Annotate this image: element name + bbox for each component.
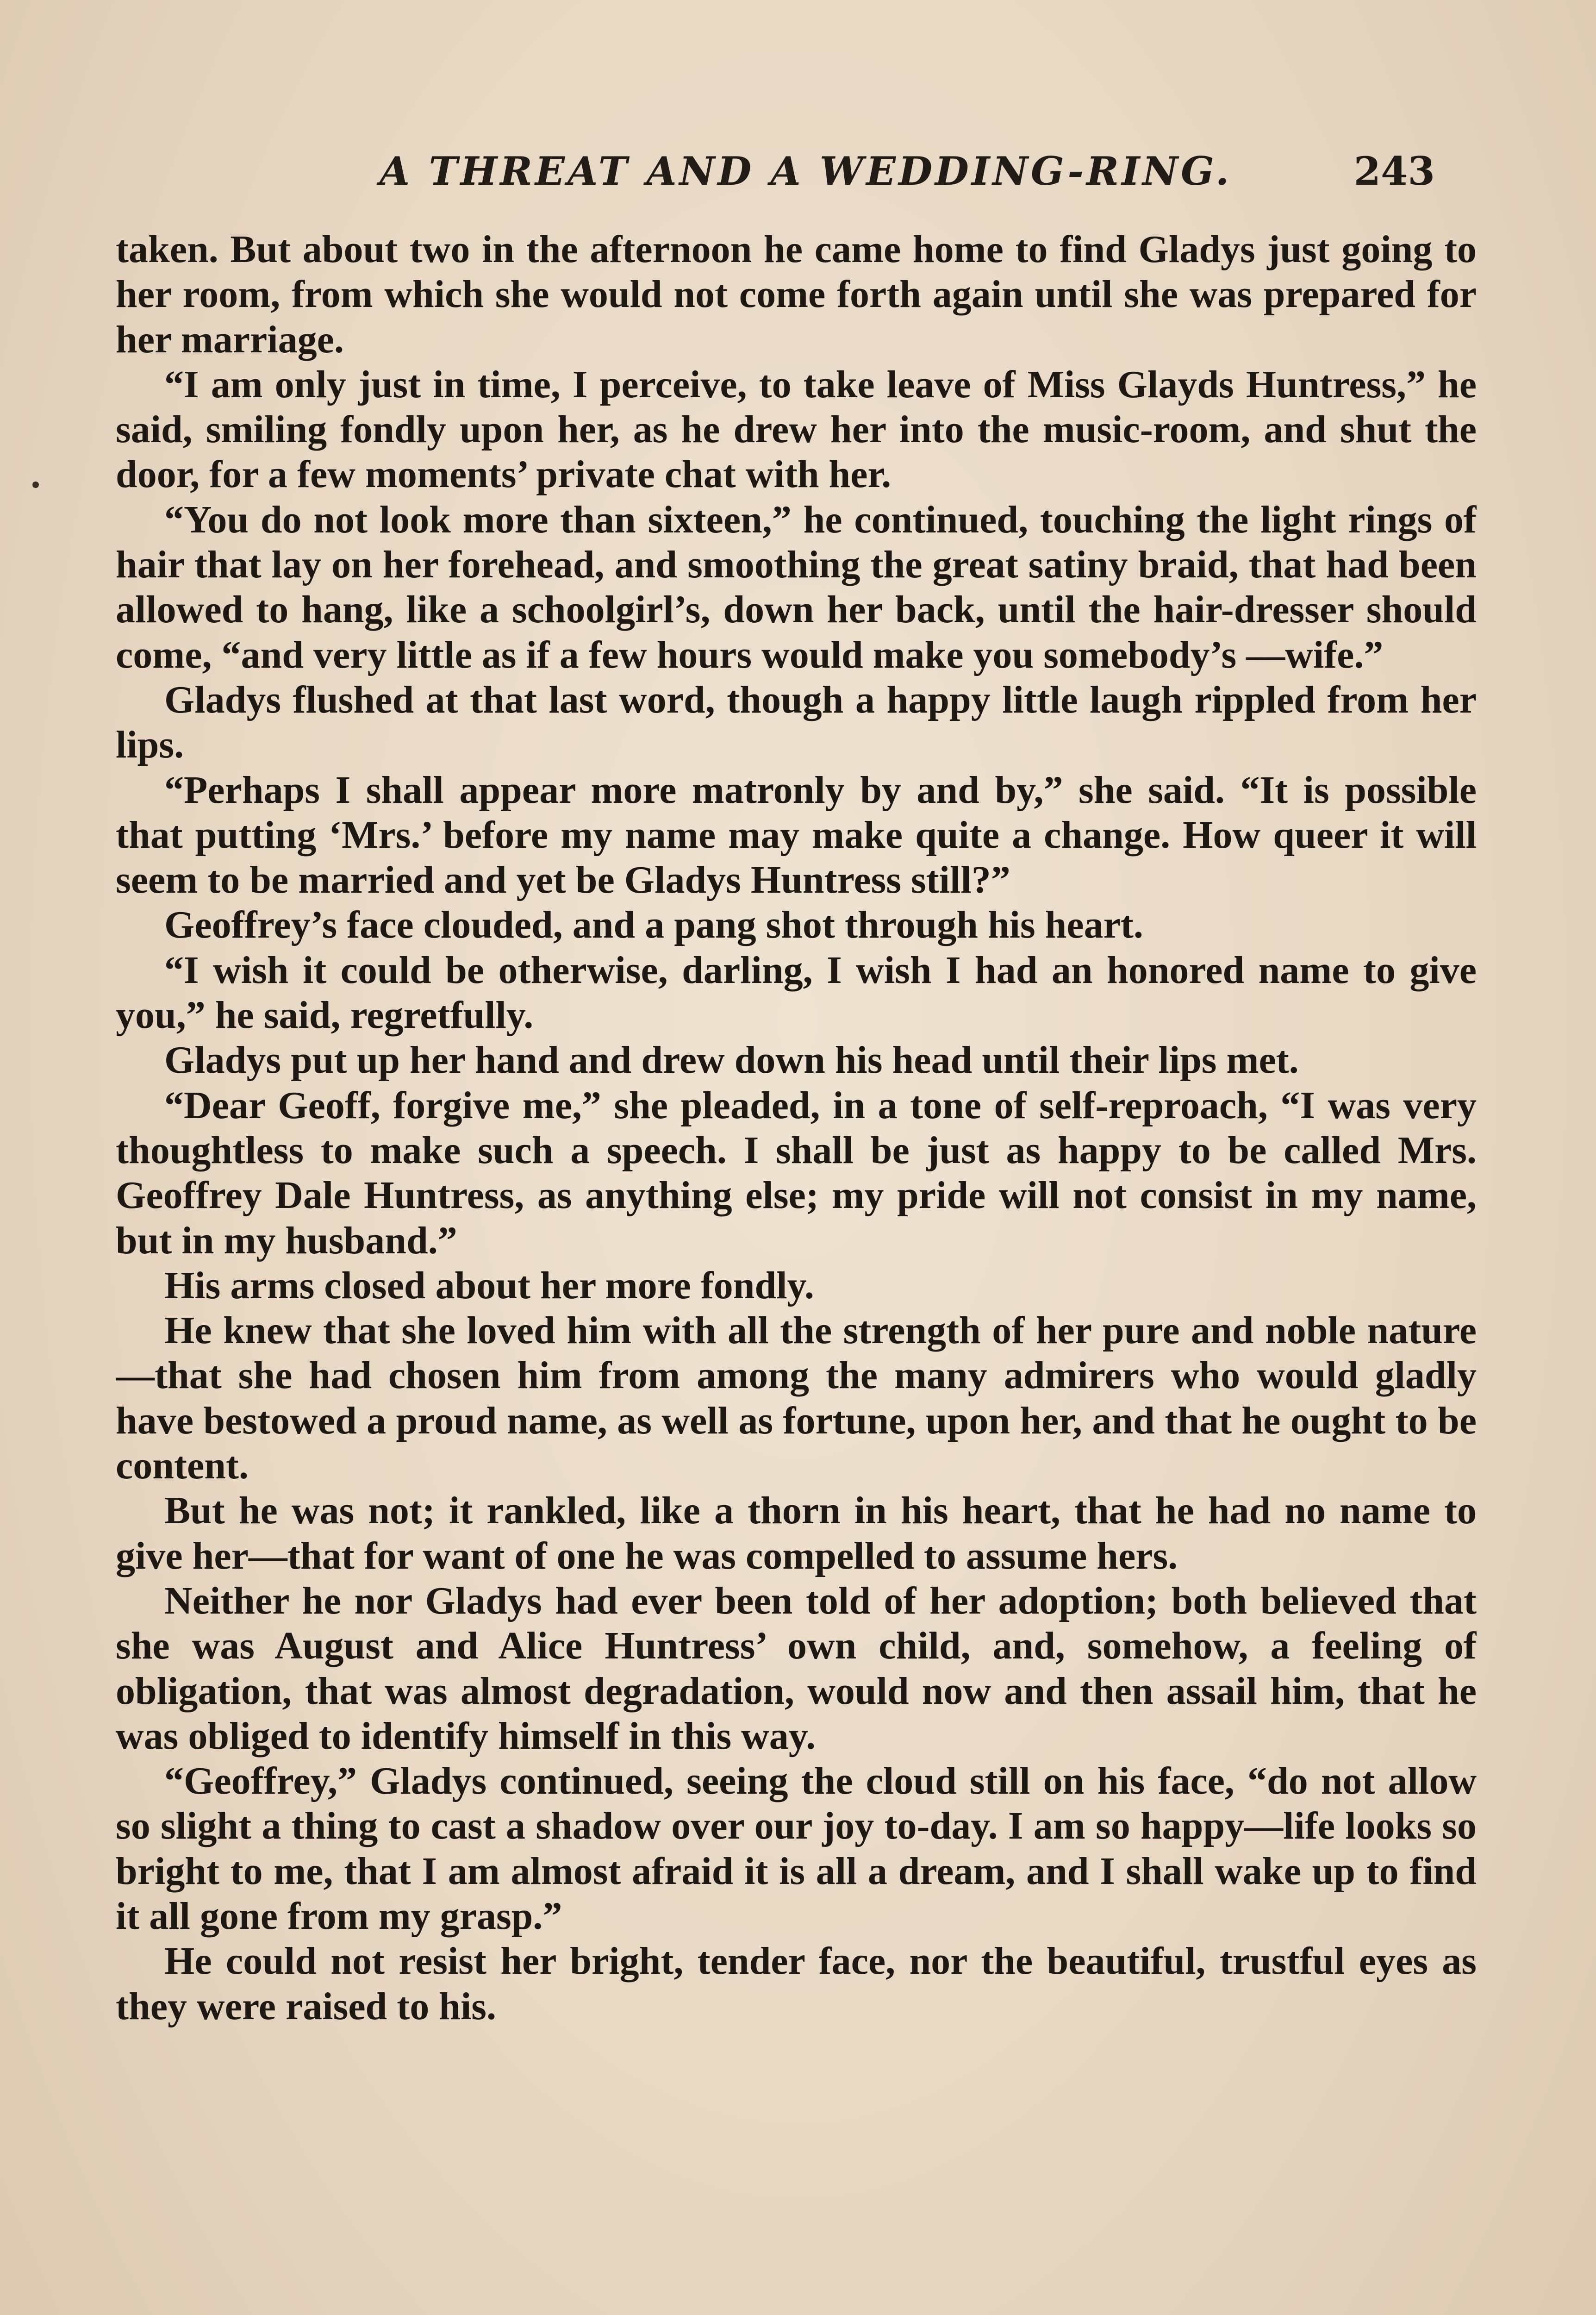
paragraph: “Geoffrey,” Gladys continued, seeing the cloud still on his face, “do not allow so slight a thing to cast a shadow over our joy to-day. I am so happy—life looks so bright to me, that I am almost afraid it is all a dream, and I shall wake up to find it all gone from my grasp.”	[116, 1759, 1477, 1938]
ink-speck	[32, 482, 39, 488]
paragraph: “Perhaps I shall appear more matronly by and by,” she said. “It is possible that putting ‘Mrs.’ before my name may make quite a change. How queer it will seem to be married and yet be Gladys Huntress still?”	[116, 768, 1477, 902]
running-head	[120, 148, 1472, 204]
paragraph: Geoffrey’s face clouded, and a pang shot through his heart.	[164, 903, 1143, 947]
paragraph: He knew that she loved him with all the strength of her pure and noble nature—that she had chosen him from among the many admirers who would gladly have bestowed a proud name, as well as fortune, upon her, and that he ought to be content.	[116, 1309, 1477, 1488]
paragraph: “You do not look more than sixteen,” he continued, touching the light rings of hair that lay on her forehead, and smoothing the great satiny braid, that had been allowed to hang, like a schoolgirl’s, down her back, until the hair-dresser should come, “and very little as if a few hours would make you somebody’s —wife.”	[116, 498, 1477, 676]
paragraph: “Dear Geoff, forgive me,” she pleaded, in a tone of self-reproach, “I was very thoughtless to make such a speech. I shall be just as happy to be called Mrs. Geoffrey Dale Huntress, as anything else; my pride will not consist in my name, but in my husband.”	[116, 1083, 1477, 1262]
paragraph: His arms closed about her more fondly.	[164, 1264, 814, 1307]
paragraph: He could not resist her bright, tender face, nor the beautiful, trustful eyes as they were raised to his.	[116, 1940, 1477, 2028]
paragraph: Neither he nor Gladys had ever been told of her adoption; both believed that she was August and Alice Huntress’ own child, and, somehow, a feeling of obligation, that was almost degradation, would now and then assail him, that he was obliged to identify himself in this way.	[116, 1579, 1477, 1758]
paragraph: taken. But about two in the afternoon he came home to find Gladys just going to her room, from which she would not come forth again until she was prepared for her marriage.	[116, 228, 1477, 361]
running-title: A THREAT AND A WEDDING-RING.	[380, 148, 1232, 194]
page-number: 243	[1353, 148, 1435, 194]
paragraph: Gladys put up her hand and drew down his head until their lips met.	[164, 1039, 1299, 1082]
paragraph: “I am only just in time, I perceive, to take leave of Miss Glayds Huntress,” he said, smiling fondly upon her, as he drew her into the music-room, and shut the door, for a few moments’ private chat with her.	[116, 363, 1477, 496]
paragraph: Gladys flushed at that last word, though a happy little laugh rippled from her lips.	[116, 678, 1477, 767]
paragraph: But he was not; it rankled, like a thorn in his heart, that he had no name to give her—that for want of one he was compelled to assume hers.	[116, 1489, 1477, 1577]
paragraph: “I wish it could be otherwise, darling, I wish I had an honored name to give you,” he said, regretfully.	[116, 948, 1477, 1037]
body-text	[116, 227, 1477, 2315]
